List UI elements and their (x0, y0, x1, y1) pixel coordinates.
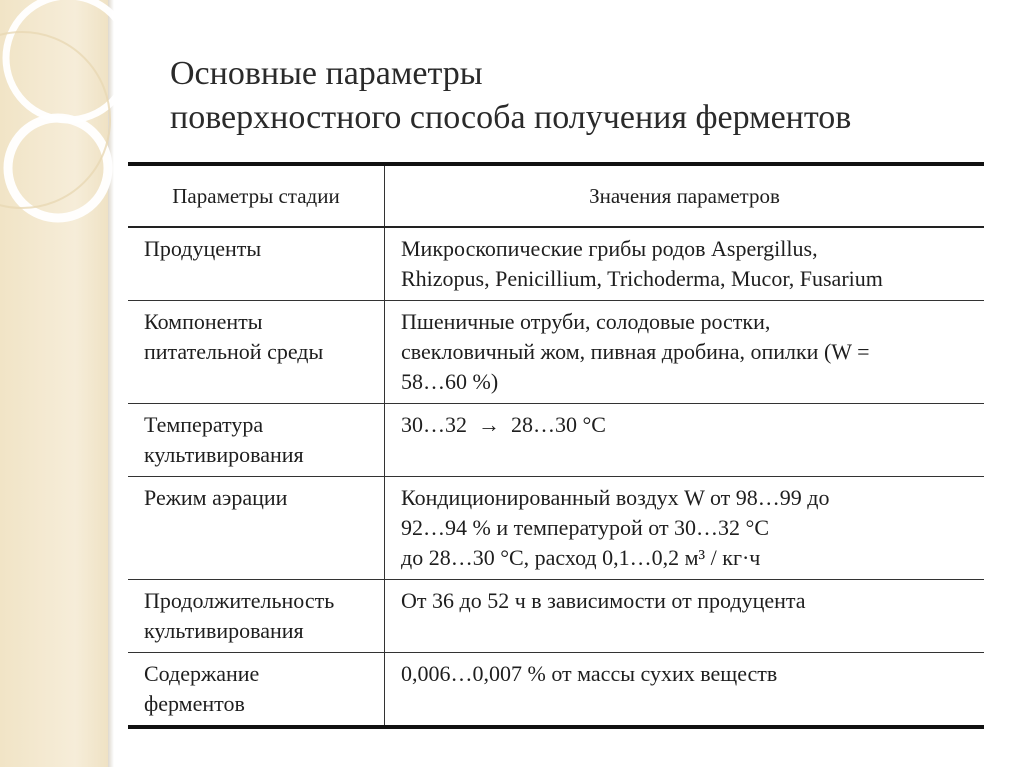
param-text: Содержание (144, 661, 260, 686)
param-text: культивирования (144, 618, 304, 643)
header-parameter-values: Значения параметров (589, 184, 780, 208)
param-text: питательной среды (144, 339, 324, 364)
param-text: Продолжительность (144, 588, 335, 613)
row-param-producers (128, 227, 385, 301)
header-stage-parameters: Параметры стадии (128, 164, 385, 227)
table-row (128, 404, 984, 477)
table-header-row (128, 164, 984, 227)
value-text: 92…94 % и температурой от 30…32 °С (401, 515, 770, 540)
param-text: Продуценты (144, 236, 262, 261)
row-value-duration (385, 580, 985, 653)
decorative-ring-top (6, 0, 130, 120)
table-row (128, 580, 984, 653)
slide-title-line-2: поверхностного способа получения ферментов (170, 99, 852, 136)
value-text: Rhizopus, Penicillium, Trichoderma, Mucor, Fusarium (401, 266, 883, 291)
parameters-table (128, 162, 984, 729)
row-value-medium-components (385, 301, 985, 404)
value-text: Кондиционированный воздух W от 98…99 до (401, 485, 830, 510)
value-text: От 36 до 52 ч в зависимости от продуцента (401, 588, 806, 613)
slide-title-line-1: Основные параметры (170, 55, 483, 92)
table-row (128, 477, 984, 580)
value-text: 58…60 %) (401, 369, 499, 394)
value-text: до 28…30 °С, расход 0,1…0,2 м³ / кг·ч (401, 545, 761, 570)
row-value-aeration-mode (385, 477, 985, 580)
param-text: Компоненты (144, 309, 263, 334)
decorative-ring-middle (8, 118, 108, 218)
row-param-temperature (128, 404, 385, 477)
value-text: 30…32 → 28…30 °С (401, 412, 606, 437)
parameters-table-container (128, 162, 984, 729)
row-value-producers (385, 227, 985, 301)
value-text: Пшеничные отруби, солодовые ростки, (401, 309, 771, 334)
row-param-medium-components (128, 301, 385, 404)
table-row (128, 301, 984, 404)
table-row (128, 227, 984, 301)
row-param-duration (128, 580, 385, 653)
value-text: Микроскопические грибы родов Aspergillus, (401, 236, 818, 261)
row-value-temperature (385, 404, 985, 477)
value-text: свекловичный жом, пивная дробина, опилки (W = (401, 339, 870, 364)
row-param-enzyme-content (128, 653, 385, 728)
param-text: культивирования (144, 442, 304, 467)
table-row (128, 653, 984, 728)
row-value-enzyme-content (385, 653, 985, 728)
slide-title (170, 52, 1000, 140)
param-text: Режим аэрации (144, 485, 288, 510)
row-param-aeration-mode (128, 477, 385, 580)
param-text: Температура (144, 412, 264, 437)
param-text: ферментов (144, 691, 245, 716)
value-text: 0,006…0,007 % от массы сухих веществ (401, 661, 778, 686)
